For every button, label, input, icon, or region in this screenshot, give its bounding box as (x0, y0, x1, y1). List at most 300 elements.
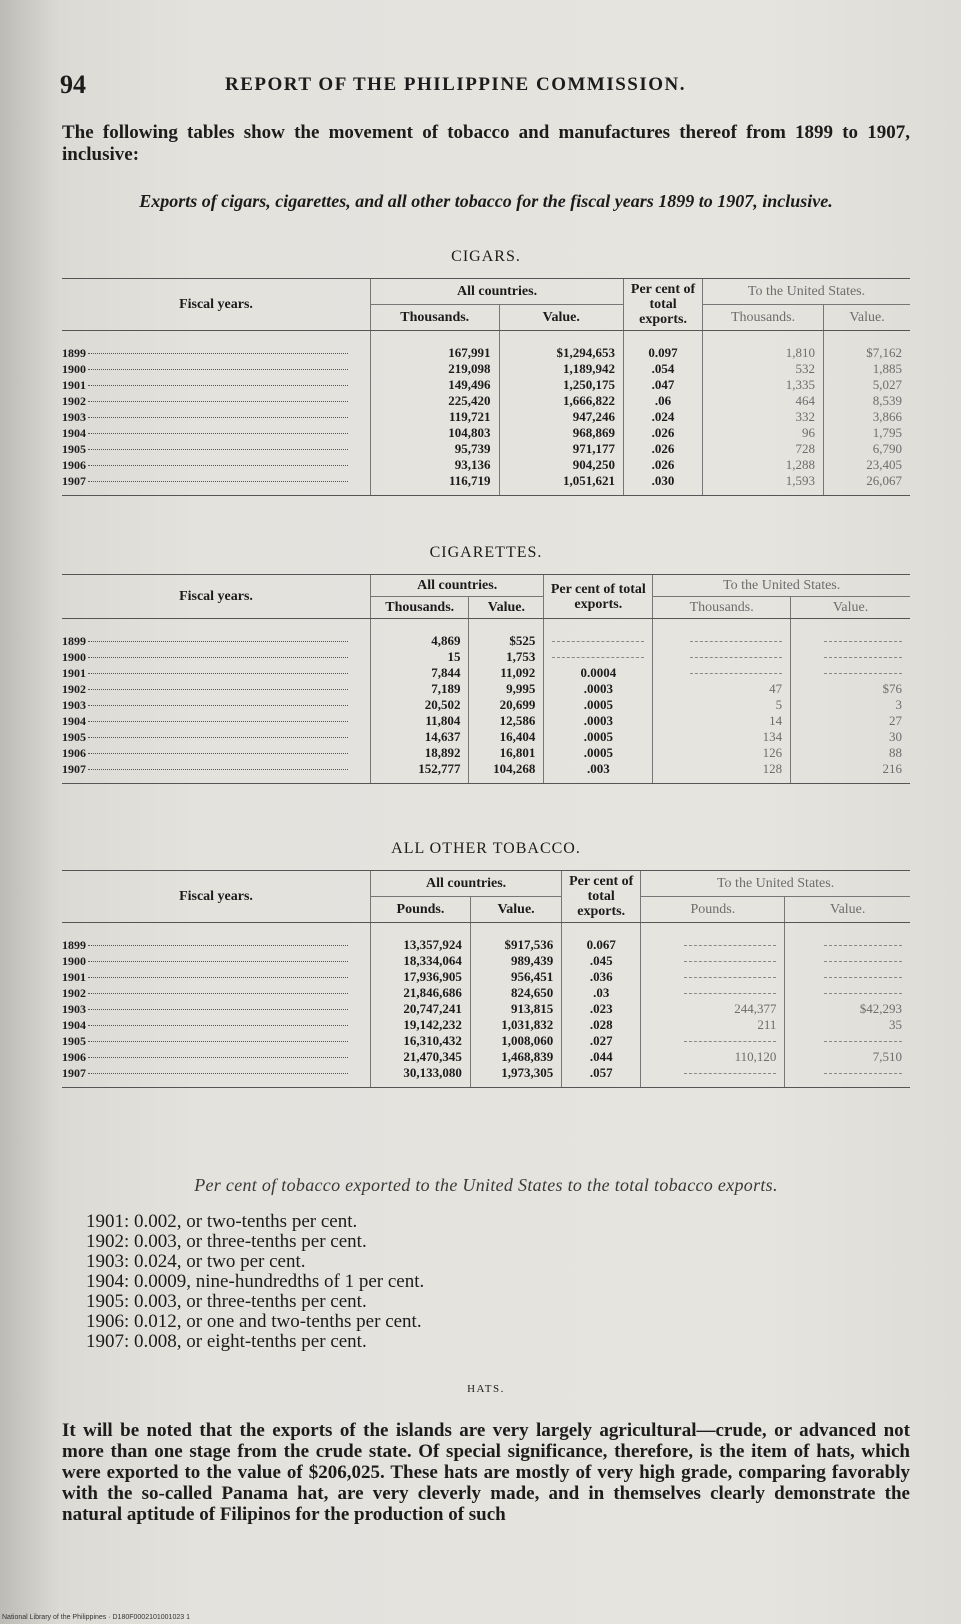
cigars-table (62, 278, 910, 496)
cell-value: 913,815 (470, 1001, 561, 1017)
cell-per-cent: 0.0004 (544, 665, 653, 681)
cell-us-quantity (641, 969, 785, 985)
dot-leader (88, 449, 348, 450)
cell-us-quantity: 134 (653, 729, 791, 745)
cell-quantity: 17,936,905 (371, 969, 471, 985)
intro-text: The following tables show the movement of tobacco and manufactures thereof from 1899 to 1907, inclusive: (62, 122, 910, 165)
cell-fiscal-year (62, 729, 371, 745)
cell-value: 1,666,822 (499, 393, 624, 409)
cell-per-cent: 0.067 (562, 923, 641, 954)
cell-value: 16,801 (469, 745, 544, 761)
cell-fiscal-year (62, 1049, 371, 1065)
year-label: 1899 (62, 634, 86, 648)
table-row (62, 1001, 910, 1017)
cell-us-value: 216 (791, 761, 910, 784)
table-row (62, 361, 910, 377)
table-row (62, 729, 910, 745)
table-row (62, 697, 910, 713)
year-label: 1907 (62, 474, 86, 488)
year-label: 1907 (62, 762, 86, 776)
hats-title: HATS. (467, 1383, 505, 1395)
table-row (62, 665, 910, 681)
cell-fiscal-year (62, 681, 371, 697)
cell-value: 968,869 (499, 425, 624, 441)
cell-per-cent: .026 (624, 457, 703, 473)
cell-per-cent: .045 (562, 953, 641, 969)
cell-us-quantity: 1,335 (703, 377, 824, 393)
col-to-united-states: To the United States. (703, 279, 910, 305)
dot-leader (88, 641, 348, 642)
note-line: 1902: 0.003, or three-tenths per cent. (86, 1231, 367, 1252)
cell-fiscal-year (62, 409, 371, 425)
other-tobacco-title: ALL OTHER TOBACCO. (391, 840, 581, 857)
cell-value: 971,177 (499, 441, 624, 457)
cell-fiscal-year (62, 1001, 371, 1017)
cell-quantity: 149,496 (371, 377, 500, 393)
blank-dash (690, 641, 782, 642)
cell-us-quantity: 1,288 (703, 457, 824, 473)
cell-fiscal-year (62, 649, 371, 665)
cell-per-cent: .044 (562, 1049, 641, 1065)
year-label: 1905 (62, 1034, 86, 1048)
year-label: 1899 (62, 938, 86, 952)
cell-fiscal-year (62, 745, 371, 761)
table-row (62, 985, 910, 1001)
cell-value: 1,051,621 (499, 473, 624, 496)
cell-quantity: 20,502 (371, 697, 469, 713)
year-label: 1904 (62, 1018, 86, 1032)
blank-dash (684, 961, 776, 962)
dot-leader (88, 769, 348, 770)
dot-leader (88, 1041, 348, 1042)
blank-dash (684, 945, 776, 946)
cell-us-quantity (641, 1065, 785, 1088)
table-row (62, 1049, 910, 1065)
cell-per-cent: .024 (624, 409, 703, 425)
cell-fiscal-year (62, 1033, 371, 1049)
col-quantity: Pounds. (371, 897, 471, 923)
cell-quantity: 93,136 (371, 457, 500, 473)
cell-fiscal-year (62, 665, 371, 681)
col-quantity: Thousands. (371, 597, 469, 619)
cell-us-value: 8,539 (824, 393, 910, 409)
cell-us-value: 3 (791, 697, 910, 713)
cell-us-quantity: 96 (703, 425, 824, 441)
col-fiscal-years: Fiscal years. (62, 279, 371, 331)
cell-value: 1,031,832 (470, 1017, 561, 1033)
dot-leader (88, 705, 348, 706)
year-label: 1907 (62, 1066, 86, 1080)
cell-us-quantity: 1,810 (703, 331, 824, 362)
cell-value: 904,250 (499, 457, 624, 473)
hats-paragraph-text: It will be noted that the exports of the islands are very largely agricultural—crude, or advanced not more than one stage from the crude state. Of special significance, therefore, is the item of hats, which were exported to the value of $206,025. These hats are mostly of very high grade, comparing favorably with the so-called Panama hat, are very cleverly made, and in themselves clearly demonstrate the natural aptitude of Filipinos for the production of such (62, 1420, 910, 1525)
cell-us-value (791, 649, 910, 665)
col-value: Value. (499, 305, 624, 331)
blank-dash (824, 961, 902, 962)
col-fiscal-years: Fiscal years. (62, 871, 371, 923)
year-label: 1901 (62, 970, 86, 984)
table-row (62, 473, 910, 496)
cell-per-cent: .0005 (544, 745, 653, 761)
cell-per-cent: .054 (624, 361, 703, 377)
cell-per-cent: .027 (562, 1033, 641, 1049)
cell-us-quantity: 244,377 (641, 1001, 785, 1017)
table-row (62, 969, 910, 985)
cell-value: 11,092 (469, 665, 544, 681)
cell-quantity: 119,721 (371, 409, 500, 425)
cell-per-cent: 0.097 (624, 331, 703, 362)
cell-per-cent: .0005 (544, 697, 653, 713)
col-us-value: Value. (785, 897, 910, 923)
cell-quantity: 11,804 (371, 713, 469, 729)
cell-us-quantity (653, 665, 791, 681)
cell-per-cent: .057 (562, 1065, 641, 1088)
dot-leader (88, 993, 348, 994)
cell-quantity: 95,739 (371, 441, 500, 457)
year-label: 1902 (62, 682, 86, 696)
cell-quantity: 7,189 (371, 681, 469, 697)
col-per-cent: Per cent of total exports. (624, 279, 703, 331)
year-label: 1902 (62, 986, 86, 1000)
cell-value: $525 (469, 619, 544, 650)
note-line: 1903: 0.024, or two per cent. (86, 1251, 306, 1272)
col-us-quantity: Thousands. (703, 305, 824, 331)
blank-dash (824, 977, 902, 978)
cell-us-quantity: 211 (641, 1017, 785, 1033)
cell-per-cent (544, 649, 653, 665)
table-row (62, 409, 910, 425)
dot-leader (88, 689, 348, 690)
cell-value: 20,699 (469, 697, 544, 713)
cell-fiscal-year (62, 969, 371, 985)
dot-leader (88, 721, 348, 722)
cell-fiscal-year (62, 697, 371, 713)
cell-quantity: 167,991 (371, 331, 500, 362)
cell-us-quantity: 728 (703, 441, 824, 457)
cell-per-cent: .028 (562, 1017, 641, 1033)
cell-fiscal-year (62, 619, 371, 650)
note-line: 1907: 0.008, or eight-tenths per cent. (86, 1331, 367, 1352)
cell-value: 1,973,305 (470, 1065, 561, 1088)
cell-us-quantity: 110,120 (641, 1049, 785, 1065)
table-row (62, 1033, 910, 1049)
cell-us-value (791, 665, 910, 681)
col-to-united-states: To the United States. (653, 575, 910, 597)
cell-us-value: 27 (791, 713, 910, 729)
dot-leader (88, 433, 348, 434)
table-row (62, 425, 910, 441)
cell-us-quantity: 126 (653, 745, 791, 761)
table-row (62, 713, 910, 729)
blank-dash (552, 641, 644, 642)
year-label: 1900 (62, 362, 86, 376)
cell-value: 1,189,942 (499, 361, 624, 377)
year-label: 1900 (62, 650, 86, 664)
cell-us-quantity: 464 (703, 393, 824, 409)
table-row (62, 953, 910, 969)
cell-quantity: 225,420 (371, 393, 500, 409)
cell-quantity: 152,777 (371, 761, 469, 784)
cell-quantity: 104,803 (371, 425, 500, 441)
cell-us-value (785, 1033, 910, 1049)
dot-leader (88, 401, 348, 402)
year-label: 1903 (62, 698, 86, 712)
dot-leader (88, 753, 348, 754)
cell-fiscal-year (62, 393, 371, 409)
table-row (62, 441, 910, 457)
col-to-united-states: To the United States. (641, 871, 910, 897)
cell-per-cent (544, 619, 653, 650)
blank-dash (684, 993, 776, 994)
cell-quantity: 30,133,080 (371, 1065, 471, 1088)
cell-quantity: 18,334,064 (371, 953, 471, 969)
cell-us-quantity: 532 (703, 361, 824, 377)
cell-value: $917,536 (470, 923, 561, 954)
note-line: 1904: 0.0009, nine-hundredths of 1 per cent. (86, 1271, 425, 1292)
year-label: 1903 (62, 410, 86, 424)
table-row (62, 649, 910, 665)
cell-value: 824,650 (470, 985, 561, 1001)
cell-us-quantity (653, 619, 791, 650)
dot-leader (88, 369, 348, 370)
cell-value: 1,250,175 (499, 377, 624, 393)
cell-quantity: 21,470,345 (371, 1049, 471, 1065)
blank-dash (824, 641, 902, 642)
cell-fiscal-year (62, 441, 371, 457)
percent-note-title: Per cent of tobacco exported to the United States to the total tobacco exports. (194, 1175, 778, 1195)
dot-leader (88, 945, 348, 946)
table-row (62, 619, 910, 650)
table-row (62, 457, 910, 473)
note-line: 1905: 0.003, or three-tenths per cent. (86, 1291, 367, 1312)
cell-per-cent: .023 (562, 1001, 641, 1017)
cell-us-value (785, 923, 910, 954)
note-line: 1906: 0.012, or one and two-tenths per cent. (86, 1311, 422, 1332)
year-label: 1902 (62, 394, 86, 408)
cell-us-value: 23,405 (824, 457, 910, 473)
cell-us-value: $7,162 (824, 331, 910, 362)
blank-dash (552, 657, 644, 658)
year-label: 1905 (62, 730, 86, 744)
cell-value: 104,268 (469, 761, 544, 784)
dot-leader (88, 465, 348, 466)
cell-us-quantity: 1,593 (703, 473, 824, 496)
cell-us-quantity (641, 953, 785, 969)
cell-us-value: 3,866 (824, 409, 910, 425)
col-value: Value. (469, 597, 544, 619)
col-all-countries: All countries. (371, 575, 544, 597)
cell-us-value (785, 953, 910, 969)
cell-quantity: 14,637 (371, 729, 469, 745)
col-us-value: Value. (791, 597, 910, 619)
blank-dash (824, 673, 902, 674)
cell-us-value (785, 985, 910, 1001)
year-label: 1904 (62, 426, 86, 440)
cell-us-quantity (653, 649, 791, 665)
cell-per-cent: .06 (624, 393, 703, 409)
cell-us-value (785, 1065, 910, 1088)
note-line: 1901: 0.002, or two-tenths per cent. (86, 1211, 358, 1232)
col-per-cent: Per cent of total exports. (562, 871, 641, 923)
blank-dash (690, 673, 782, 674)
cell-us-quantity: 128 (653, 761, 791, 784)
cell-fiscal-year (62, 457, 371, 473)
cell-value: 989,439 (470, 953, 561, 969)
year-label: 1901 (62, 378, 86, 392)
cell-quantity: 13,357,924 (371, 923, 471, 954)
dot-leader (88, 961, 348, 962)
cell-quantity: 116,719 (371, 473, 500, 496)
cell-per-cent: .03 (562, 985, 641, 1001)
dot-leader (88, 481, 348, 482)
table-row (62, 377, 910, 393)
table-row (62, 681, 910, 697)
cell-us-value: 1,795 (824, 425, 910, 441)
cell-us-value: 88 (791, 745, 910, 761)
cell-quantity: 19,142,232 (371, 1017, 471, 1033)
year-label: 1906 (62, 458, 86, 472)
cell-fiscal-year (62, 361, 371, 377)
cell-value: 1,008,060 (470, 1033, 561, 1049)
cigars-title: CIGARS. (451, 248, 521, 265)
cell-value: 1,753 (469, 649, 544, 665)
year-label: 1899 (62, 346, 86, 360)
dot-leader (88, 1073, 348, 1074)
cell-per-cent: .0003 (544, 681, 653, 697)
cell-value: 16,404 (469, 729, 544, 745)
cell-fiscal-year (62, 761, 371, 784)
page-number: 94 (60, 70, 86, 99)
cell-value: 12,586 (469, 713, 544, 729)
cell-value: 947,246 (499, 409, 624, 425)
table-row (62, 761, 910, 784)
cell-quantity: 16,310,432 (371, 1033, 471, 1049)
percent-note-list (86, 1212, 686, 1352)
blank-dash (824, 657, 902, 658)
col-quantity: Thousands. (371, 305, 500, 331)
dot-leader (88, 417, 348, 418)
cell-fiscal-year (62, 713, 371, 729)
cell-quantity: 7,844 (371, 665, 469, 681)
cell-value: 9,995 (469, 681, 544, 697)
table-row (62, 923, 910, 954)
blank-dash (684, 1041, 776, 1042)
page-header (60, 70, 910, 110)
col-us-quantity: Pounds. (641, 897, 785, 923)
blank-dash (824, 1041, 902, 1042)
cell-fiscal-year (62, 953, 371, 969)
cell-quantity: 219,098 (371, 361, 500, 377)
cell-fiscal-year (62, 1017, 371, 1033)
blank-dash (824, 1073, 902, 1074)
blank-dash (824, 993, 902, 994)
col-us-quantity: Thousands. (653, 597, 791, 619)
cell-per-cent: .0005 (544, 729, 653, 745)
col-all-countries: All countries. (371, 279, 624, 305)
cell-us-value: 35 (785, 1017, 910, 1033)
dot-leader (88, 657, 348, 658)
cell-us-value: 6,790 (824, 441, 910, 457)
col-per-cent: Per cent of total exports. (544, 575, 653, 619)
dot-leader (88, 1057, 348, 1058)
cell-value: $1,294,653 (499, 331, 624, 362)
table-row (62, 1065, 910, 1088)
year-label: 1904 (62, 714, 86, 728)
scan-footer: National Library of the Philippines · D180F0002101001023 1 (2, 1614, 190, 1621)
cell-value: 956,451 (470, 969, 561, 985)
cell-fiscal-year (62, 425, 371, 441)
cell-per-cent: .036 (562, 969, 641, 985)
cell-quantity: 21,846,686 (371, 985, 471, 1001)
hats-paragraph (62, 1420, 910, 1525)
year-label: 1901 (62, 666, 86, 680)
cell-fiscal-year (62, 985, 371, 1001)
dot-leader (88, 673, 348, 674)
dot-leader (88, 353, 348, 354)
cell-value: 1,468,839 (470, 1049, 561, 1065)
cell-us-quantity: 332 (703, 409, 824, 425)
blank-dash (690, 657, 782, 658)
cell-per-cent: .047 (624, 377, 703, 393)
cell-fiscal-year (62, 1065, 371, 1088)
year-label: 1906 (62, 1050, 86, 1064)
cell-us-quantity: 47 (653, 681, 791, 697)
col-fiscal-years: Fiscal years. (62, 575, 371, 619)
cell-us-value: 1,885 (824, 361, 910, 377)
cell-per-cent: .003 (544, 761, 653, 784)
cell-us-value: 5,027 (824, 377, 910, 393)
table-row (62, 1017, 910, 1033)
cell-us-value: $42,293 (785, 1001, 910, 1017)
cell-fiscal-year (62, 331, 371, 362)
year-label: 1906 (62, 746, 86, 760)
cell-us-quantity (641, 985, 785, 1001)
dot-leader (88, 977, 348, 978)
col-us-value: Value. (824, 305, 910, 331)
cell-quantity: 18,892 (371, 745, 469, 761)
table-row (62, 331, 910, 362)
blank-dash (684, 977, 776, 978)
table-row (62, 745, 910, 761)
cell-per-cent: .026 (624, 441, 703, 457)
blank-dash (684, 1073, 776, 1074)
cell-us-value (785, 969, 910, 985)
cell-us-quantity: 5 (653, 697, 791, 713)
cell-fiscal-year (62, 923, 371, 954)
cell-us-value (791, 619, 910, 650)
cell-fiscal-year (62, 377, 371, 393)
dot-leader (88, 737, 348, 738)
year-label: 1900 (62, 954, 86, 968)
table-row (62, 393, 910, 409)
dot-leader (88, 1025, 348, 1026)
year-label: 1905 (62, 442, 86, 456)
cell-us-quantity (641, 1033, 785, 1049)
running-head: REPORT OF THE PHILIPPINE COMMISSION. (225, 74, 687, 95)
cell-per-cent: .0003 (544, 713, 653, 729)
tables-caption: Exports of cigars, cigarettes, and all other tobacco for the fiscal years 1899 to 1907, inclusive. (139, 191, 833, 211)
year-label: 1903 (62, 1002, 86, 1016)
cell-us-quantity (641, 923, 785, 954)
cell-us-value: 26,067 (824, 473, 910, 496)
cigarettes-title: CIGARETTES. (429, 544, 543, 561)
cell-quantity: 15 (371, 649, 469, 665)
cell-us-value: 30 (791, 729, 910, 745)
dot-leader (88, 385, 348, 386)
col-all-countries: All countries. (371, 871, 562, 897)
cell-us-value: $76 (791, 681, 910, 697)
col-value: Value. (470, 897, 561, 923)
